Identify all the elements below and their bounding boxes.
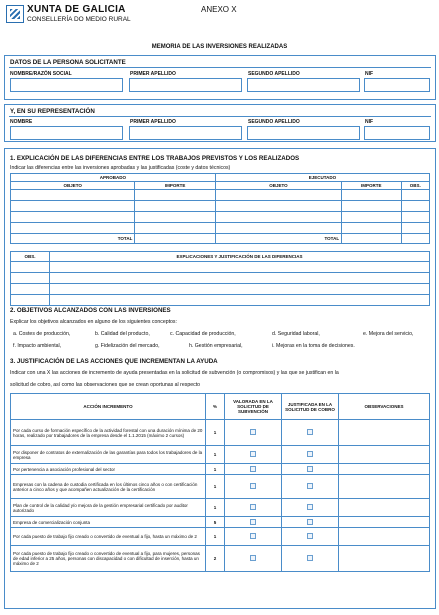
- label-first-surname: PRIMER APELLIDO: [130, 71, 176, 77]
- cell[interactable]: [11, 190, 135, 201]
- action-row-text: Por disponer de contratos de externalización de las garantías para todos los trabajadores de la empresa: [11, 446, 206, 464]
- label-rep-name: NOMBRE: [10, 119, 33, 125]
- cell[interactable]: [11, 262, 50, 273]
- approved-header: APROBADO: [11, 174, 216, 182]
- action-row-text: Por pertenencia a asociación profesional del sector: [11, 464, 206, 475]
- action-row-pct: 1: [206, 499, 225, 517]
- observations-cell[interactable]: [339, 499, 430, 517]
- justified-checkbox[interactable]: [307, 483, 313, 489]
- rep-nif-field[interactable]: [364, 126, 430, 140]
- section2-title: 2. OBJETIVOS ALCANZADOS CON LAS INVERSIONES: [10, 307, 171, 314]
- annex-label: ANEXO X: [201, 5, 237, 14]
- objective-i: i. Mejoras en la toma de decisiones.: [272, 343, 355, 349]
- executed-amount-header: IMPORTE: [342, 182, 401, 190]
- action-row-pct: 5: [206, 517, 225, 528]
- representative-section: [4, 104, 436, 142]
- justified-checkbox[interactable]: [307, 519, 313, 525]
- applicant-first-surname-field[interactable]: [129, 78, 242, 92]
- action-row-pct: 2: [206, 546, 225, 572]
- objective-c: c. Capacidad de producción,: [170, 331, 236, 337]
- cell[interactable]: [50, 262, 430, 273]
- objective-h: h. Gestión empresarial,: [189, 343, 243, 349]
- action-row-pct: 1: [206, 420, 225, 446]
- executed-total-field[interactable]: [342, 234, 401, 244]
- action-row-text: Por cada puesto de trabajo fijo creado o convertido de eventual a fijo, hasta un máximo de 2: [11, 528, 206, 546]
- section3-title: 3. JUSTIFICACIÓN DE LAS ACCIONES QUE INCREMENTAN LA AYUDA: [10, 358, 218, 365]
- xunta-logo-icon: [6, 5, 24, 23]
- action-row-pct: 1: [206, 475, 225, 499]
- cell[interactable]: [135, 212, 215, 223]
- cell[interactable]: [401, 223, 429, 234]
- action-row-text: Por cada curso de formación específico de la actividad forestal con una duración mínima de 20 horas, realizado por trabajadores de la empresa desde el 1.1.2015 (máximo 2 cursos): [11, 420, 206, 446]
- label-rep-first-surname: PRIMER APELLIDO: [130, 119, 176, 125]
- action-row-text: Por cada puesto de trabajo fijo creado o convertido de eventual a fijo, para mujeres, personas de edad inferior a 25 años, personas con discapacidad o con dificultad de inserción, hasta un máximo de 2: [11, 546, 206, 572]
- justified-checkbox[interactable]: [307, 451, 313, 457]
- applicant-title: DATOS DE LA PERSONA SOLICITANTE: [10, 59, 126, 66]
- approved-total-field[interactable]: [135, 234, 215, 244]
- applicant-name-field[interactable]: [10, 78, 123, 92]
- executed-object-header: OBJETO: [215, 182, 341, 190]
- observations-cell[interactable]: [339, 420, 430, 446]
- action-row-text: Plan de control de la calidad y/o mejora de la gestión empresarial certificado por auditor autorizado: [11, 499, 206, 517]
- cell[interactable]: [50, 273, 430, 284]
- executed-total-label: TOTAL: [215, 234, 341, 244]
- objective-g: g. Fidelización del mercado,: [95, 343, 160, 349]
- divider: [9, 116, 431, 117]
- valued-checkbox[interactable]: [250, 519, 256, 525]
- section3-intro-line2: solicitud de cobro, así como las observaciones que se crean oportunas al respecto: [10, 382, 201, 388]
- rep-second-surname-field[interactable]: [247, 126, 360, 140]
- cell[interactable]: [50, 295, 430, 306]
- cell[interactable]: [401, 212, 429, 223]
- label-second-surname: SEGUNDO APELLIDO: [248, 71, 300, 77]
- observations-cell[interactable]: [339, 446, 430, 464]
- cell[interactable]: [342, 212, 401, 223]
- obs-header: OBS.: [401, 182, 429, 190]
- cell[interactable]: [215, 212, 341, 223]
- label-nif: NIF: [365, 71, 374, 77]
- org-department: CONSELLERÍA DO MEDIO RURAL: [27, 16, 131, 23]
- cell[interactable]: [401, 201, 429, 212]
- increment-actions-table: [10, 393, 430, 572]
- cell: [401, 234, 429, 244]
- executed-header: EJECUTADO: [215, 174, 429, 182]
- valued-checkbox[interactable]: [250, 504, 256, 510]
- cell[interactable]: [215, 223, 341, 234]
- obs2-header: OBS.: [11, 252, 50, 262]
- justified-header: JUSTIFICADA EN LA SOLICITUD DE COBRO: [282, 394, 339, 420]
- cell[interactable]: [11, 295, 50, 306]
- justified-checkbox[interactable]: [307, 555, 313, 561]
- applicant-nif-field[interactable]: [364, 78, 430, 92]
- approved-object-header: OBJETO: [11, 182, 135, 190]
- cell[interactable]: [135, 223, 215, 234]
- cell[interactable]: [11, 223, 135, 234]
- objective-f: f. Impacto ambiental,: [13, 343, 62, 349]
- approved-amount-header: IMPORTE: [135, 182, 215, 190]
- valued-header: VALORADA EN LA SOLICITUD DE SUBVENCIÓN: [225, 394, 282, 420]
- objective-e: e. Mejora del servicio,: [363, 331, 414, 337]
- label-rep-second-surname: SEGUNDO APELLIDO: [248, 119, 300, 125]
- section1-title: 1. EXPLICACIÓN DE LAS DIFERENCIAS ENTRE LOS TRABAJOS PREVISTOS Y LOS REALIZADOS: [10, 155, 300, 162]
- cell[interactable]: [135, 201, 215, 212]
- applicant-section: [4, 55, 436, 100]
- cell[interactable]: [215, 190, 341, 201]
- cell[interactable]: [401, 190, 429, 201]
- action-row-text: Empresas con la cadena de custodia certificada en los últimos cinco años o con certificación anterior a cinco años y que acompañen actualización de la certificación: [11, 475, 206, 499]
- cell[interactable]: [342, 201, 401, 212]
- cell[interactable]: [11, 273, 50, 284]
- justified-checkbox[interactable]: [307, 466, 313, 472]
- observations-cell[interactable]: [339, 464, 430, 475]
- valued-checkbox[interactable]: [250, 555, 256, 561]
- valued-checkbox[interactable]: [250, 483, 256, 489]
- observations-cell[interactable]: [339, 528, 430, 546]
- valued-checkbox[interactable]: [250, 466, 256, 472]
- label-rep-nif: NIF: [365, 119, 374, 125]
- action-row-pct: 1: [206, 528, 225, 546]
- action-row-pct: 1: [206, 446, 225, 464]
- justified-checkbox[interactable]: [307, 504, 313, 510]
- section1-intro: Indicar las diferencias entre las inversiones aprobadas y las justificadas (coste y datos técnicos): [10, 165, 231, 171]
- objective-a: a. Costes de producción,: [13, 331, 71, 337]
- rep-name-field[interactable]: [10, 126, 123, 140]
- objective-b: b. Calidad del producto,: [95, 331, 150, 337]
- section3-intro-line1: Indicar con una X las acciones de incremento de ayuda presentadas en la solicitud de subvención (o compromisos) y las que se justifican en la: [10, 370, 339, 376]
- observations-cell[interactable]: [339, 546, 430, 572]
- action-row-text: Empresa de comercialización conjunta: [11, 517, 206, 528]
- action-header: ACCIÓN INCREMENTO: [11, 394, 206, 420]
- action-row-pct: 1: [206, 464, 225, 475]
- pct-header: %: [206, 394, 225, 420]
- section2-intro: Explicar los objetivos alcanzados en alguno de los siguientes conceptos:: [10, 319, 177, 325]
- justified-checkbox[interactable]: [307, 429, 313, 435]
- differences-table: [10, 173, 430, 244]
- observations-cell[interactable]: [339, 517, 430, 528]
- approved-total-label: TOTAL: [11, 234, 135, 244]
- cell[interactable]: [342, 190, 401, 201]
- explanations-header: EXPLICACIONES Y JUSTIFICACIÓN DE LAS DIFERENCIAS: [50, 252, 430, 262]
- label-name: NOMBRE/RAZÓN SOCIAL: [10, 71, 72, 77]
- divider: [9, 67, 431, 68]
- explanations-table: [10, 251, 430, 306]
- observations-header: OBSERVACIONES: [339, 394, 430, 420]
- document-title: MEMORIA DE LAS INVERSIONES REALIZADAS: [151, 44, 288, 50]
- cell[interactable]: [11, 212, 135, 223]
- cell[interactable]: [11, 201, 135, 212]
- rep-first-surname-field[interactable]: [129, 126, 242, 140]
- justified-checkbox[interactable]: [307, 533, 313, 539]
- org-name: XUNTA DE GALICIA: [27, 4, 126, 15]
- cell[interactable]: [50, 284, 430, 295]
- cell[interactable]: [342, 223, 401, 234]
- valued-checkbox[interactable]: [250, 451, 256, 457]
- valued-checkbox[interactable]: [250, 429, 256, 435]
- cell[interactable]: [215, 201, 341, 212]
- observations-cell[interactable]: [339, 475, 430, 499]
- cell[interactable]: [11, 284, 50, 295]
- valued-checkbox[interactable]: [250, 533, 256, 539]
- cell[interactable]: [135, 190, 215, 201]
- applicant-second-surname-field[interactable]: [247, 78, 360, 92]
- representative-title: Y, EN SU REPRESENTACIÓN: [10, 108, 95, 115]
- objective-d: d. Seguridad laboral,: [272, 331, 320, 337]
